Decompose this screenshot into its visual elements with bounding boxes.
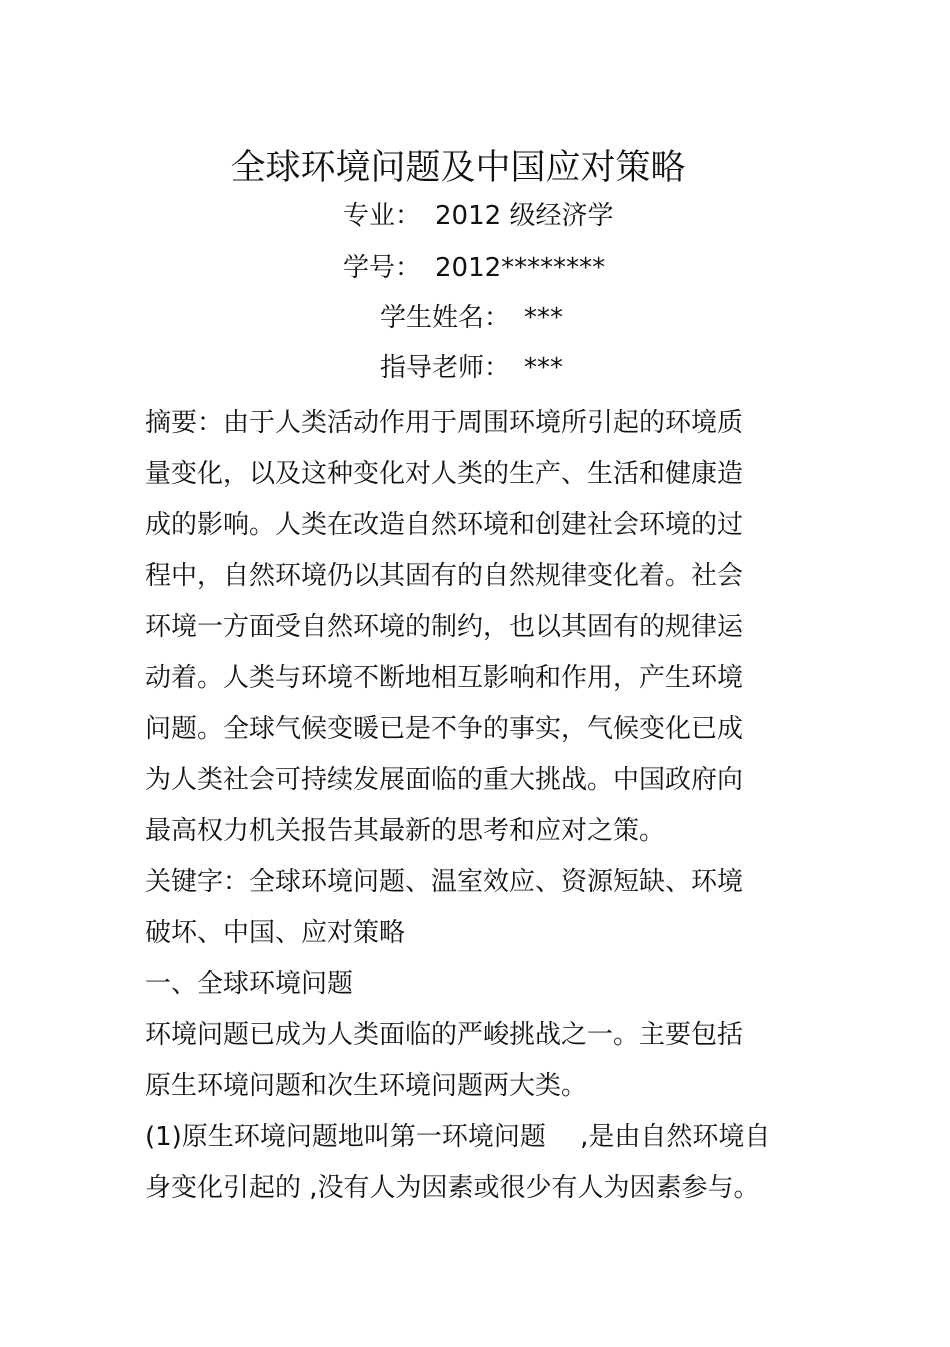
student-name-label: 学生姓名： [380, 303, 511, 333]
abstract-line: 问题。全球气候变暖已是不争的事实，气候变化已成 [145, 714, 744, 744]
keywords-line: 关键字：全球环境问题、温室效应、资源短缺、环境 [145, 867, 744, 897]
keywords-line: 破坏、中国、应对策略 [145, 918, 406, 948]
student-id-value: 2012******** [435, 253, 606, 283]
section-heading-text: 一、全球环境问题 [145, 969, 354, 999]
document-title: 全球环境问题及中国应对策略 [230, 148, 686, 188]
section-heading [145, 959, 805, 1010]
abstract-line: 成的影响。人类在改造自然环境和创建社会环境的过 [145, 510, 744, 540]
abstract-paragraph [145, 398, 805, 857]
major-label: 专业： [343, 201, 422, 231]
intro-line: 原生环境问题和次生环境问题两大类。 [145, 1071, 588, 1101]
student-id-line [343, 248, 605, 288]
major-value: 2012 级经济学 [435, 201, 614, 231]
major-line [343, 196, 613, 236]
tutor-value: *** [524, 353, 564, 383]
intro-line: 环境问题已成为人类面临的严峻挑战之一。主要包括 [145, 1020, 744, 1050]
keywords-paragraph [145, 857, 805, 959]
abstract-line: 量变化，以及这种变化对人类的生产、生活和健康造 [145, 459, 744, 489]
student-id-label: 学号： [343, 253, 422, 283]
abstract-line: 最高权力机关报告其最新的思考和应对之策。 [145, 816, 666, 846]
student-name-line [380, 298, 563, 338]
item-1-line: (1)原生环境问题地叫第一环境问题 ,是由自然环境自 [145, 1122, 771, 1152]
abstract-line: 环境一方面受自然环境的制约，也以其固有的规律运 [145, 612, 744, 642]
abstract-line: 摘要：由于人类活动作用于周围环境所引起的环境质 [145, 408, 744, 438]
item-1-paragraph [145, 1112, 805, 1214]
item-1-line: 身变化引起的 ,没有人为因素或很少有人为因素参与。 [145, 1173, 760, 1203]
tutor-line [380, 348, 563, 388]
document-body [145, 398, 805, 1214]
abstract-line: 程中，自然环境仍以其固有的自然规律变化着。社会 [145, 561, 744, 591]
tutor-label: 指导老师： [380, 353, 511, 383]
intro-paragraph [145, 1010, 805, 1112]
abstract-line: 为人类社会可持续发展面临的重大挑战。中国政府向 [145, 765, 744, 795]
student-name-value: *** [524, 303, 564, 333]
abstract-line: 动着。人类与环境不断地相互影响和作用，产生环境 [145, 663, 744, 693]
